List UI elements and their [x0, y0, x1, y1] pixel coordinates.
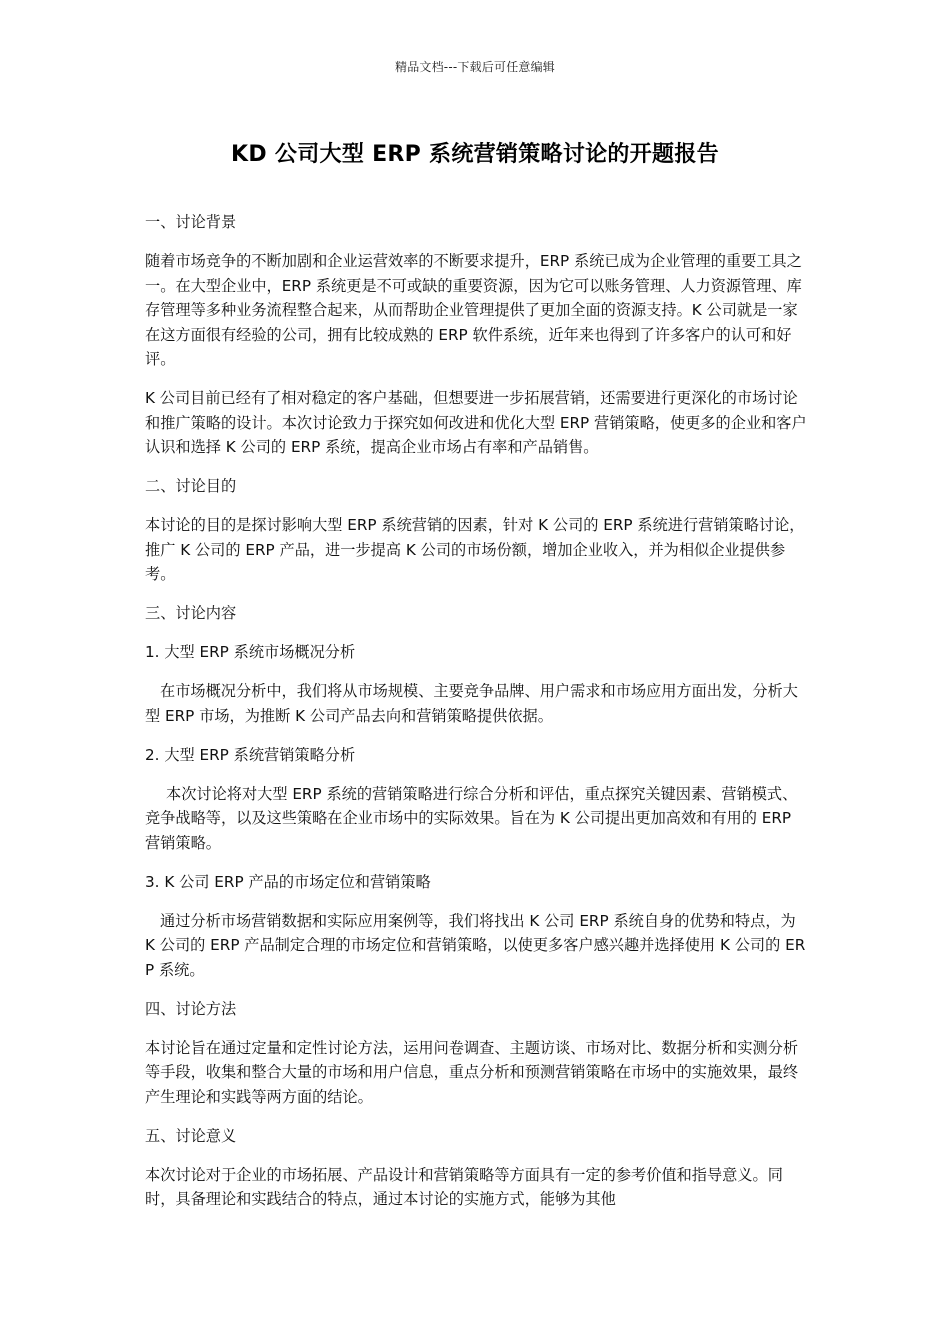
paragraph-market-overview: 在市场概况分析中，我们将从市场规模、主要竞争品牌、用户需求和市场应用方面出发，分析大型 ERP 市场，为推断 K 公司产品去向和营销策略提供依据。 — [145, 682, 798, 725]
paragraph-purpose: 本讨论的目的是探讨影响大型 ERP 系统营销的因素，针对 K 公司的 ERP 系统进行营销策略讨论，推广 K 公司的 ERP 产品，进一步提高 K 公司的市场份额，增加企业收入，并为相似企业提供参考。 — [145, 516, 805, 583]
section-heading-method: 四、讨论方法 — [145, 999, 237, 1018]
header-note: 精品文档---下载后可任意编辑 — [395, 60, 555, 74]
document-body — [145, 210, 807, 1226]
paragraph-method: 本讨论旨在通过定量和定性讨论方法，运用问卷调查、主题访谈、市场对比、数据分析和实测分析等手段，收集和整合大量的市场和用户信息，重点分析和预测营销策略在市场中的实施效果，最终产生理论和实践等两方面的结论。 — [145, 1038, 799, 1106]
paragraph-marketing-strategy: 本次讨论将对大型 ERP 系统的营销策略进行综合分析和评估，重点探究关键因素、营销模式、竞争战略等，以及这些策略在企业市场中的实际效果。旨在为 K 公司提出更加高效和有用的 ERP 营销策略。 — [145, 784, 798, 852]
paragraph-background-1: 随着市场竞争的不断加剧和企业运营效率的不断要求提升，ERP 系统已成为企业管理的重要工具之一。在大型企业中，ERP 系统更是不可或缺的重要资源，因为它可以账务管理、人力资源管理、库存管理等多种业务流程整合起来，从而帮助企业管理提供了更加全面的资源支持。K 公司就是一家在这方面很有经验的公司，拥有比较成熟的 ERP 软件系统，近年来也得到了许多客户的认可和好评。 — [145, 252, 802, 368]
paragraph-positioning: 通过分析市场营销数据和实际应用案例等，我们将找出 K 公司 ERP 系统自身的优势和特点，为 K 公司的 ERP 产品制定合理的市场定位和营销策略，以使更多客户感兴趣并选择使用 K 公司的 ERP 系统。 — [145, 911, 806, 979]
section-heading-significance: 五、讨论意义 — [145, 1126, 237, 1145]
subheading-positioning: 3. K 公司 ERP 产品的市场定位和营销策略 — [145, 872, 431, 891]
document-title: KD 公司大型 ERP 系统营销策略讨论的开题报告 — [231, 142, 719, 167]
subheading-marketing-strategy: 2. 大型 ERP 系统营销策略分析 — [145, 745, 356, 764]
paragraph-significance: 本次讨论对于企业的市场拓展、产品设计和营销策略等方面具有一定的参考价值和指导意义。同时，具备理论和实践结合的特点，通过本讨论的实施方式，能够为其他 — [145, 1165, 783, 1208]
subheading-market-overview: 1. 大型 ERP 系统市场概况分析 — [145, 643, 356, 661]
section-heading-purpose: 二、讨论目的 — [145, 477, 237, 495]
section-heading-content: 三、讨论内容 — [145, 604, 237, 622]
paragraph-background-2: K 公司目前已经有了相对稳定的客户基础，但想要进一步拓展营销，还需要进行更深化的市场讨论和推广策略的设计。本次讨论致力于探究如何改进和优化大型 ERP 营销策略，使更多的企业和客户认识和选择 K 公司的 ERP 系统，提高企业市场占有率和产品销售。 — [145, 389, 807, 456]
section-heading-background: 一、讨论背景 — [145, 213, 237, 231]
